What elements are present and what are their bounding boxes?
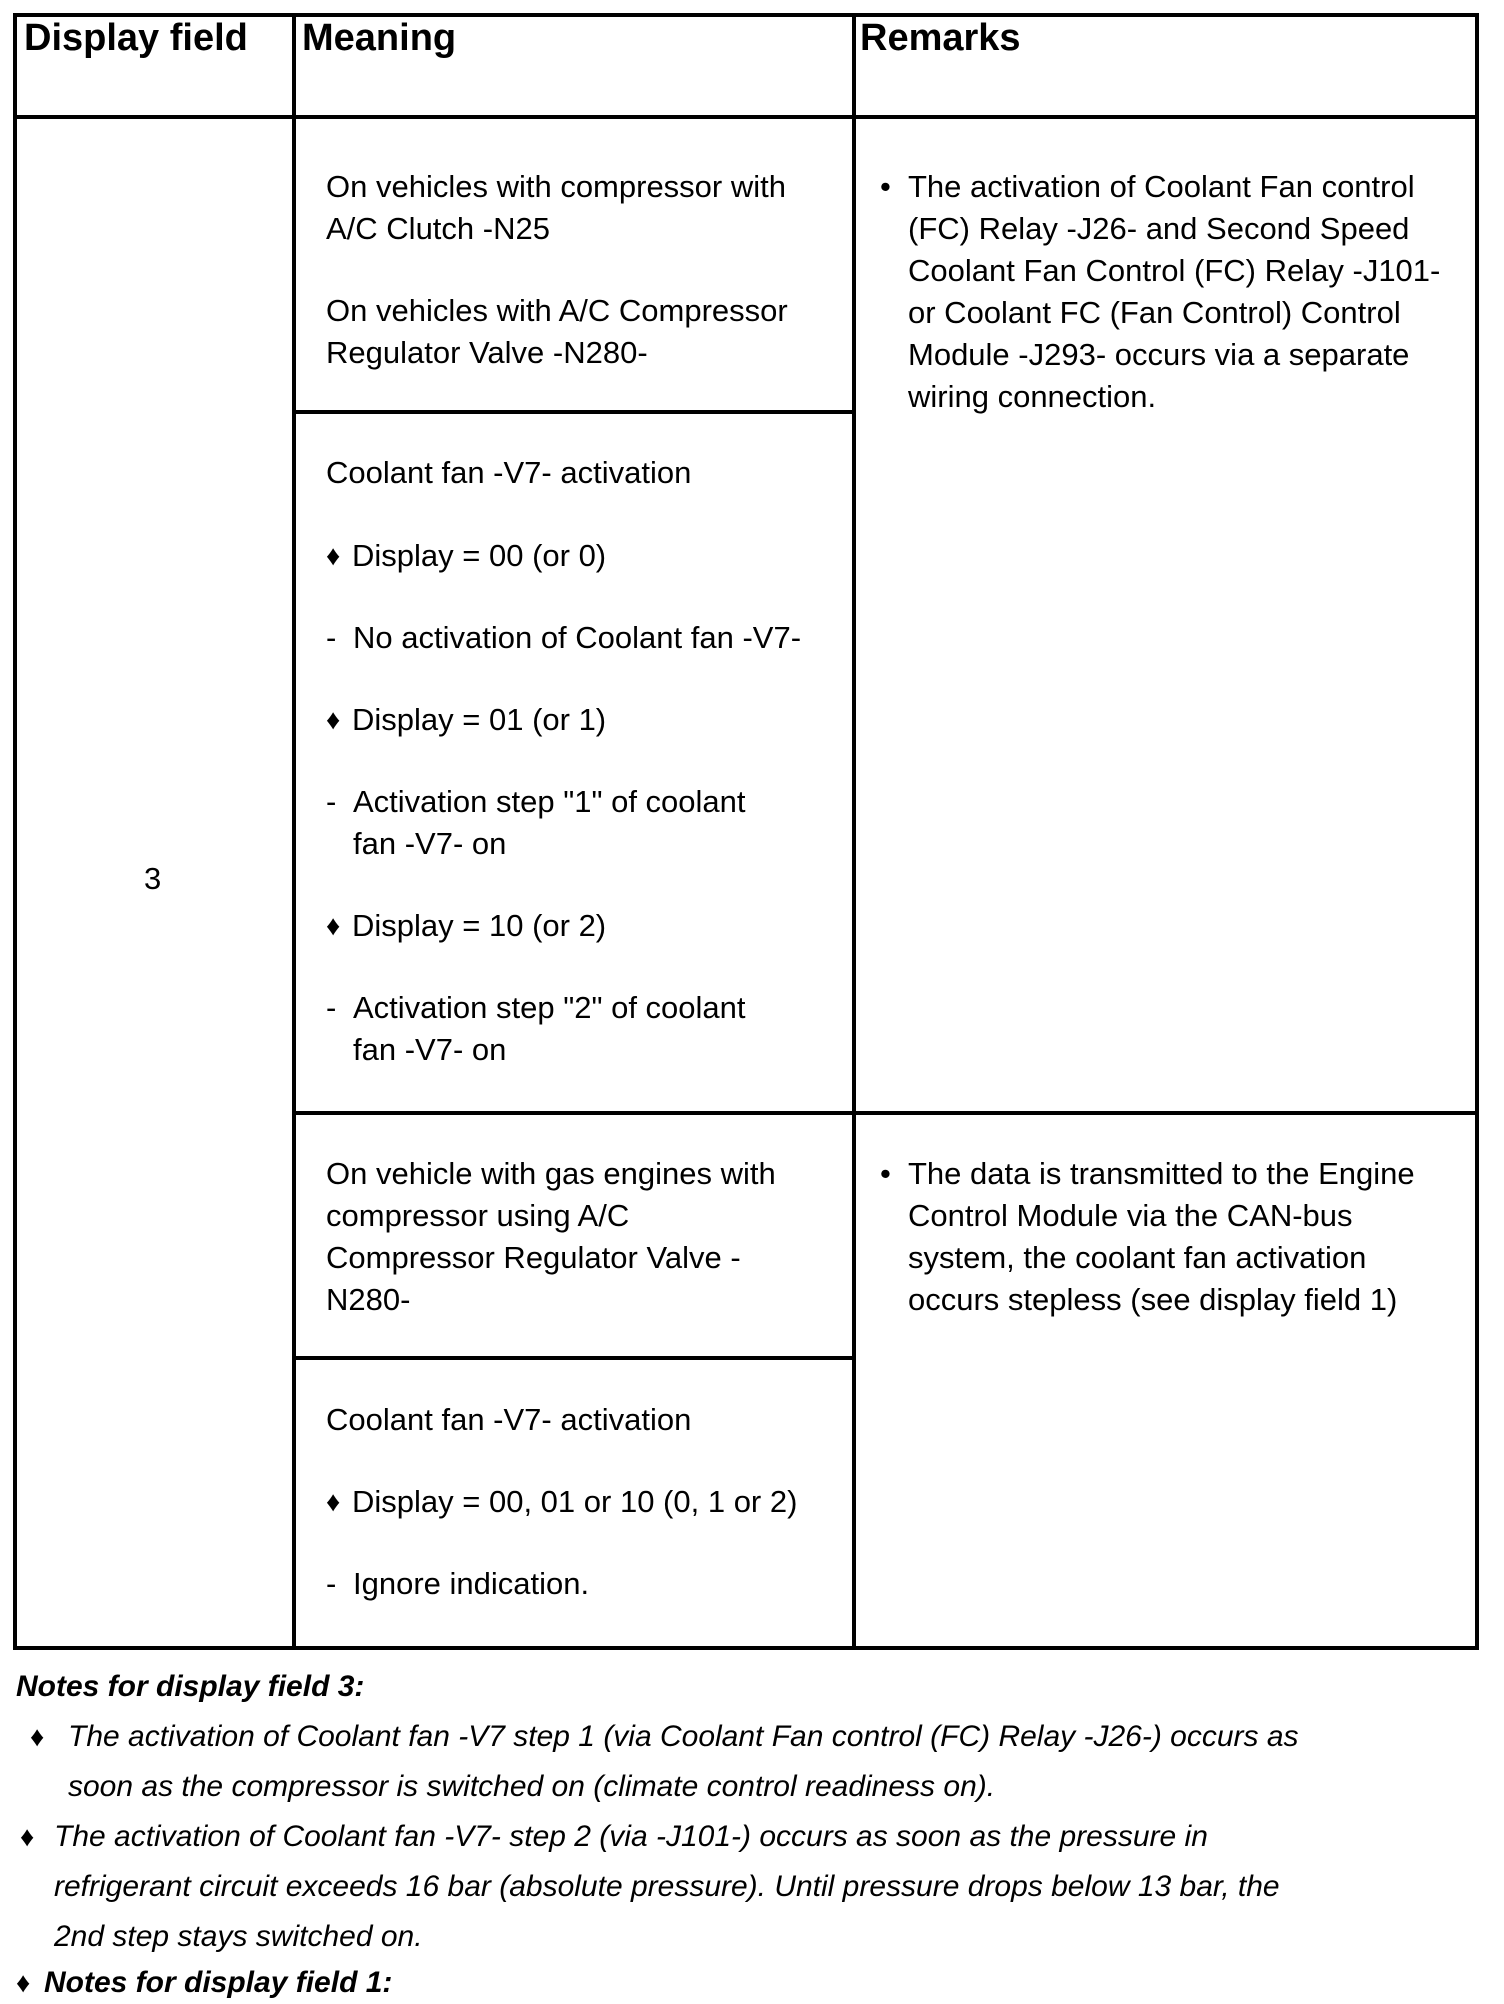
meaning-block-compressor [326, 166, 788, 374]
remark-line: Control Module via the CAN-bus [908, 1198, 1353, 1233]
description-item [326, 987, 846, 1071]
remark-line: The activation of Coolant Fan control [908, 169, 1415, 204]
remark-line: wiring connection. [908, 379, 1157, 414]
note-item [16, 1962, 1476, 2004]
display-value-item [326, 699, 846, 741]
display-value: Display = 00 (or 0) [352, 538, 607, 573]
note-text: refrigerant circuit exceeds 16 bar (absolute pressure). Until pressure drops below 13 bar, the [54, 1870, 1280, 1903]
meaning-line: On vehicle with gas engines with [326, 1156, 776, 1191]
column-divider-2 [852, 13, 856, 1650]
display-value-item [326, 905, 846, 947]
remark-line: Coolant Fan Control (FC) Relay -J101- [908, 253, 1441, 288]
dash-marker: - [326, 784, 337, 819]
description-text: Activation step "1" of coolant [353, 784, 746, 819]
bullet-dot-icon: • [880, 1156, 891, 1191]
block-title: Coolant fan -V7- activation [326, 1402, 692, 1437]
dash-marker: - [326, 620, 337, 655]
diamond-bullet-icon: ♦ [30, 1721, 45, 1752]
remark-line: (FC) Relay -J26- and Second Speed [908, 211, 1410, 246]
description-text: Ignore indication. [353, 1566, 590, 1601]
diamond-bullet-icon: ♦ [326, 540, 341, 571]
meaning-line: On vehicles with A/C Compressor [326, 293, 788, 328]
meaning-line: Regulator Valve -N280- [326, 335, 648, 370]
note-text: soon as the compressor is switched on (climate control readiness on). [68, 1770, 996, 1803]
remark-line: Module -J293- occurs via a separate [908, 337, 1410, 372]
remark-line: The data is transmitted to the Engine [908, 1156, 1415, 1191]
notes-title: Notes for display field 3: [16, 1670, 365, 1703]
meaning-divider-2 [292, 1356, 856, 1360]
header-display-field: Display field [24, 17, 248, 59]
table-border-right [1475, 13, 1479, 1650]
header-row-divider [13, 115, 1479, 119]
display-value-item [326, 1481, 846, 1523]
description-item [326, 1563, 846, 1605]
meaning-block-fan-activation [326, 452, 846, 1071]
diamond-bullet-icon: ♦ [16, 1967, 31, 1998]
description-text: fan -V7- on [353, 826, 507, 861]
meaning-block-fan-activation-2 [326, 1399, 846, 1605]
table-border-left [13, 13, 17, 1650]
meaning-line: compressor using A/C [326, 1198, 630, 1233]
description-text: Activation step "2" of coolant [353, 990, 746, 1025]
note-text: Notes for display field 1: [44, 1966, 393, 1999]
remark-can-bus [880, 1153, 1470, 1321]
display-value: Display = 00, 01 or 10 (0, 1 or 2) [352, 1484, 798, 1519]
meaning-line: On vehicles with compressor with [326, 169, 786, 204]
description-item [326, 781, 846, 865]
remark-line: occurs stepless (see display field 1) [908, 1282, 1398, 1317]
remark-relay-activation [880, 166, 1470, 418]
diamond-bullet-icon: ♦ [326, 1486, 341, 1517]
display-value-item [326, 535, 846, 577]
display-value: Display = 01 (or 1) [352, 702, 607, 737]
diamond-bullet-icon: ♦ [326, 910, 341, 941]
dash-marker: - [326, 990, 337, 1025]
block-title: Coolant fan -V7- activation [326, 455, 692, 490]
display-value: Display = 10 (or 2) [352, 908, 607, 943]
header-meaning: Meaning [302, 17, 457, 59]
description-text: No activation of Coolant fan -V7- [353, 620, 802, 655]
table-border-bottom [13, 1646, 1479, 1650]
diamond-bullet-icon: ♦ [326, 704, 341, 735]
note-text: The activation of Coolant fan -V7 step 1 (via Coolant Fan control (FC) Relay -J26-) occurs as [68, 1720, 1299, 1753]
note-item [16, 1812, 1476, 1962]
section-divider [292, 1111, 1479, 1115]
column-divider-1 [292, 13, 296, 1650]
remark-line: or Coolant FC (Fan Control) Control [908, 295, 1401, 330]
bullet-dot-icon: • [880, 169, 891, 204]
note-text: 2nd step stays switched on. [54, 1920, 423, 1953]
meaning-divider-1 [292, 410, 856, 414]
diamond-bullet-icon: ♦ [20, 1821, 35, 1852]
note-text: The activation of Coolant fan -V7- step 2 (via -J101-) occurs as soon as the pressure in [54, 1820, 1208, 1853]
dash-marker: - [326, 1566, 337, 1601]
meaning-line: N280- [326, 1282, 411, 1317]
header-remarks: Remarks [860, 17, 1021, 59]
meaning-line: Compressor Regulator Valve - [326, 1240, 741, 1275]
notes-section [16, 1662, 1476, 2004]
description-item [326, 617, 846, 659]
description-text: fan -V7- on [353, 1032, 507, 1067]
note-item [16, 1712, 1476, 1812]
remark-line: system, the coolant fan activation [908, 1240, 1367, 1275]
display-field-value: 3 [144, 861, 162, 896]
meaning-line: A/C Clutch -N25 [326, 211, 550, 246]
meaning-block-gas-engines [326, 1153, 776, 1321]
